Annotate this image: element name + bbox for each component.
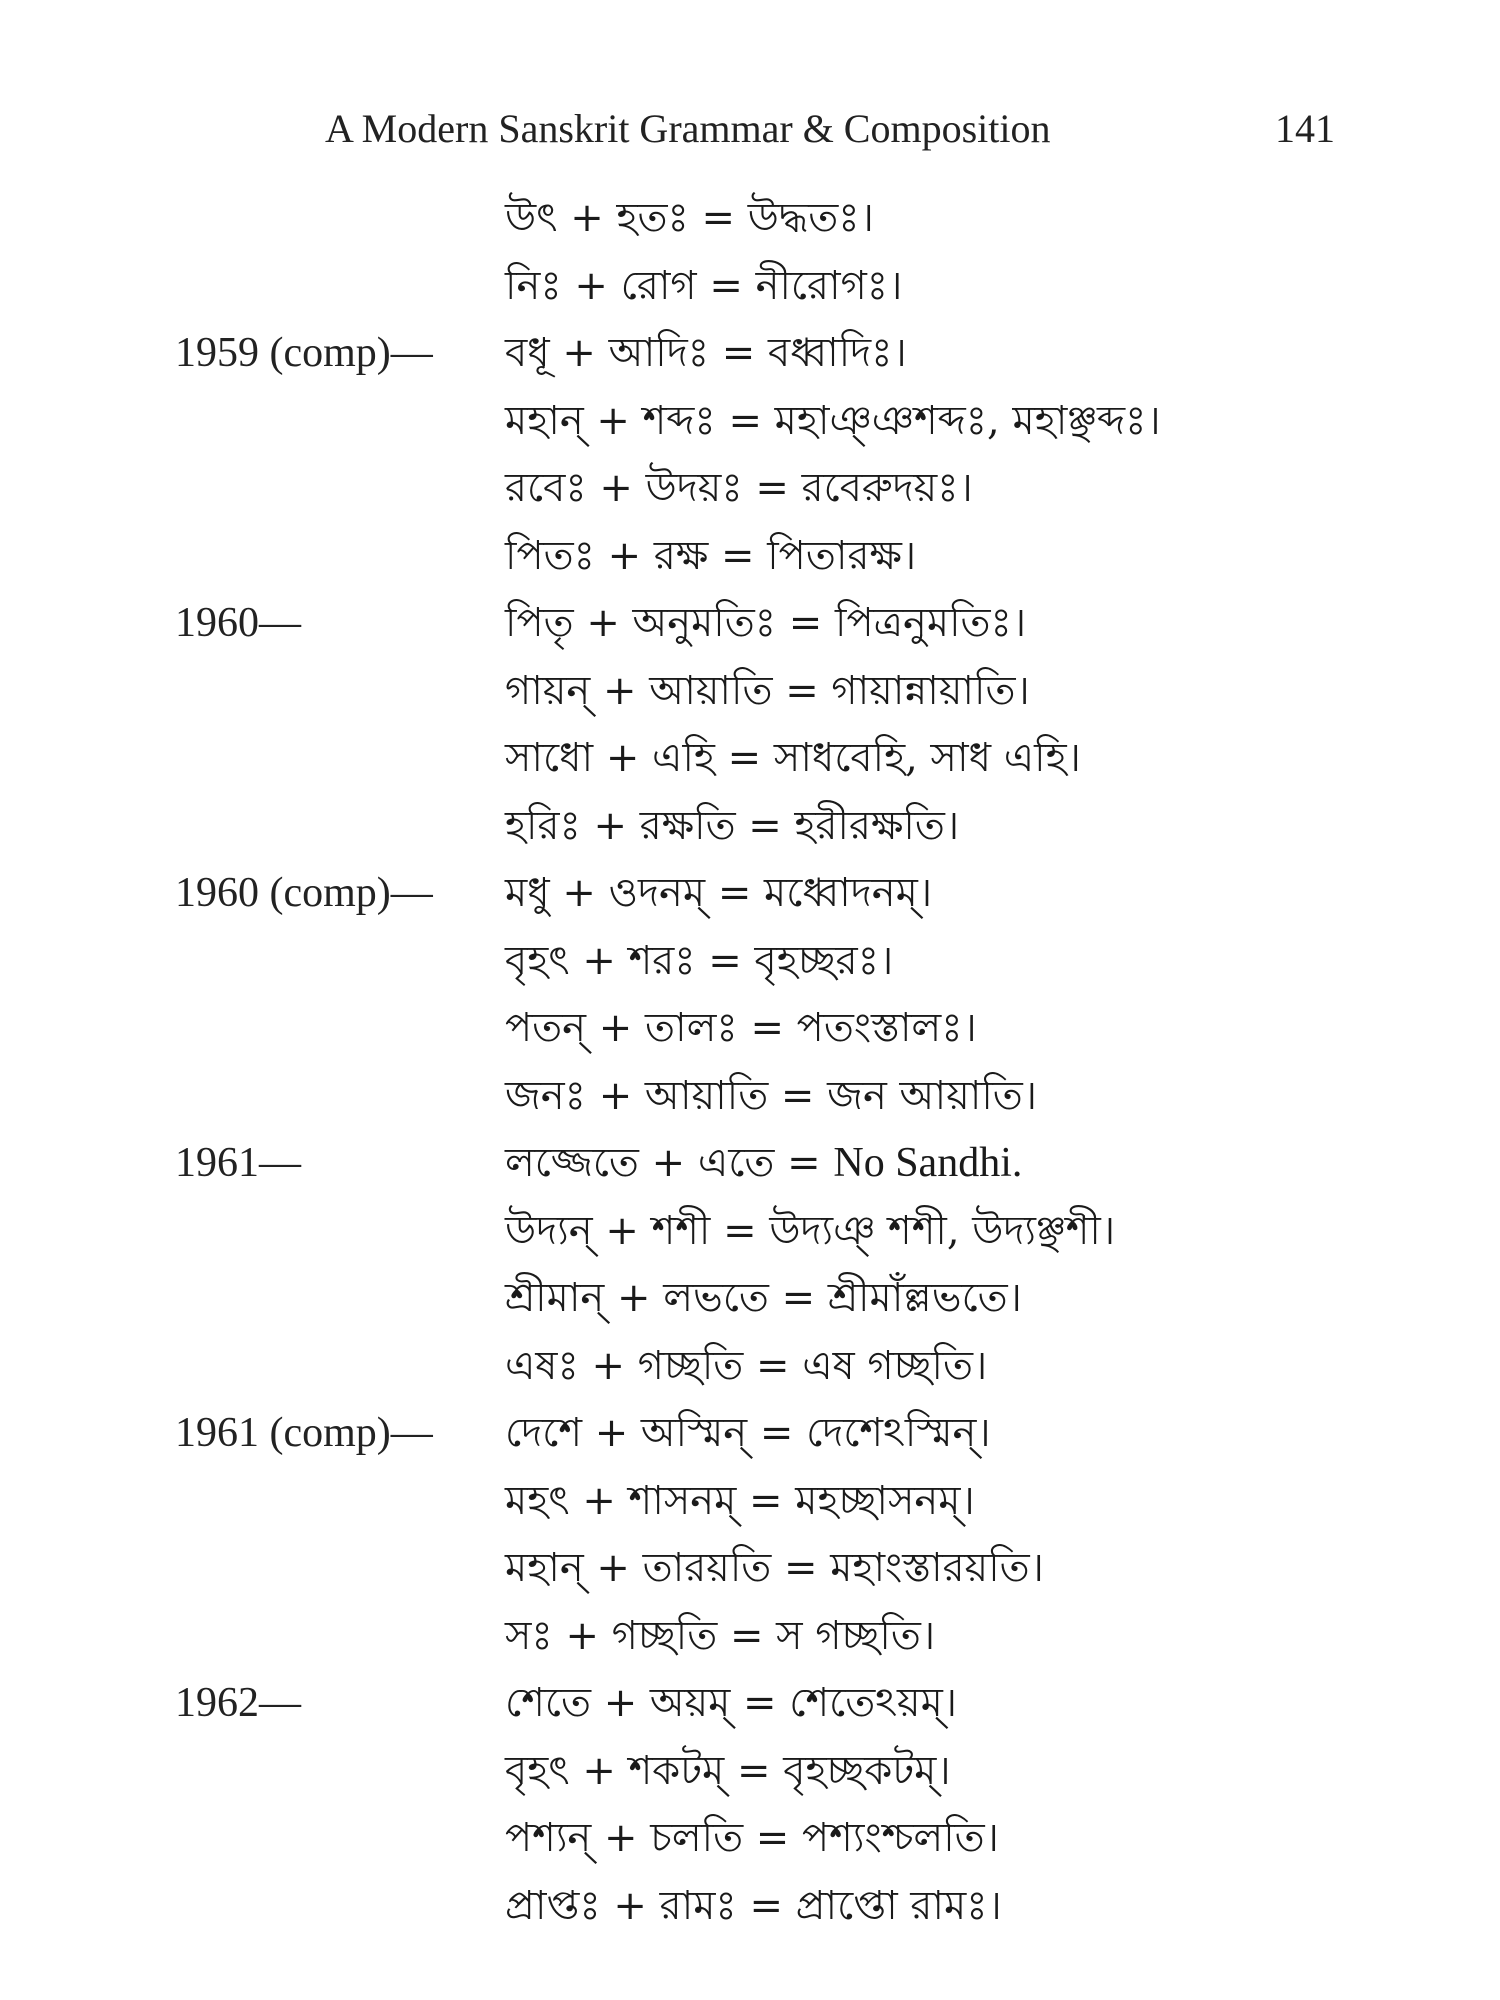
sandhi-line: মধু + ওদনম্‌ = মধ্বোদনম্‌। bbox=[505, 870, 933, 916]
sandhi-line: জনঃ + আয়াতি = জন আয়াতি। bbox=[505, 1072, 1038, 1119]
sandhi-line: শ্রীমান্‌ + লভতে = শ্রীমাঁল্লভতে। bbox=[505, 1275, 1022, 1321]
sandhi-line: এষঃ + গচ্ছতি = এষ গচ্ছতি। bbox=[505, 1342, 988, 1389]
year-label: 1962— bbox=[175, 1680, 301, 1726]
example-group bbox=[175, 590, 1335, 860]
sandhi-line: রবেঃ + উদয়ঃ = রবেরুদয়ঃ। bbox=[505, 465, 973, 511]
sandhi-line: বধূ + আদিঃ = বধ্বাদিঃ। bbox=[505, 330, 907, 376]
year-label: 1960— bbox=[175, 600, 301, 646]
sandhi-line: পশ্যন্‌ + চলতি = পশ্যংশ্চলতি। bbox=[505, 1815, 999, 1861]
running-head bbox=[325, 98, 1335, 158]
example-group bbox=[175, 1400, 1335, 1670]
sandhi-line: সাধো + এহি = সাধবেহি, সাধ এহি। bbox=[505, 735, 1081, 781]
sandhi-line: মহান্‌ + তারয়তি = মহাংস্তারয়তি। bbox=[505, 1545, 1044, 1591]
no-sandhi-note: No Sandhi. bbox=[833, 1140, 1023, 1186]
example-group bbox=[175, 1130, 1335, 1400]
example-group bbox=[175, 860, 1335, 1130]
sandhi-line: উদ্যন্‌ + শশী = উদ্যঞ্‌ শশী, উদ্যঞ্ছশী। bbox=[505, 1207, 1116, 1254]
sandhi-line: পতন্‌ + তালঃ = পতংস্তালঃ। bbox=[505, 1005, 977, 1051]
sandhi-line: উৎ + হতঃ = উদ্ধতঃ। bbox=[505, 195, 874, 241]
sandhi-line bbox=[505, 1130, 1335, 1198]
sandhi-line: প্রাপ্তঃ + রামঃ = প্রাপ্তো রামঃ। bbox=[505, 1882, 1002, 1929]
running-title: A Modern Sanskrit Grammar & Composition bbox=[325, 105, 1051, 151]
sandhi-line: দেশে + অস্মিন্‌ = দেশেঽস্মিন্‌। bbox=[505, 1410, 991, 1456]
sandhi-line: মহৎ + শাসনম্‌ = মহচ্ছাসনম্‌। bbox=[505, 1477, 975, 1524]
sandhi-line: বৃহৎ + শরঃ = বৃহচ্ছরঃ। bbox=[505, 937, 894, 984]
sandhi-line: শেতে + অয়ম্‌ = শেতেঽয়ম্‌। bbox=[505, 1680, 958, 1726]
year-label: 1959 (comp)— bbox=[175, 330, 433, 376]
example-group bbox=[175, 1670, 1335, 1940]
sandhi-line: হরিঃ + রক্ষতি = হরীরক্ষতি। bbox=[505, 802, 960, 849]
sandhi-examples bbox=[175, 185, 1335, 1940]
year-label: 1961 (comp)— bbox=[175, 1410, 433, 1456]
example-group bbox=[175, 185, 1335, 320]
page-number: 141 bbox=[1275, 105, 1335, 151]
sandhi-line: সঃ + গচ্ছতি = স গচ্ছতি। bbox=[505, 1612, 936, 1659]
sandhi-line: নিঃ + রোগ = নীরোগঃ। bbox=[505, 262, 903, 309]
sandhi-line: মহান্‌ + শব্দঃ = মহাঞ্ঞশব্দঃ, মহাঞ্ছব্দঃ। bbox=[505, 397, 1161, 444]
example-group bbox=[175, 320, 1335, 590]
sandhi-line: বৃহৎ + শকটম্‌ = বৃহচ্ছকটম্‌। bbox=[505, 1747, 951, 1794]
sandhi-line: পিতৃ + অনুমতিঃ = পিত্রনুমতিঃ। bbox=[505, 600, 1027, 646]
sandhi-line: গায়ন্‌ + আয়াতি = গায়ান্নায়াতি। bbox=[505, 667, 1030, 714]
sandhi-line-bengali: লজ্জেতে + এতে = bbox=[505, 1140, 834, 1186]
year-label: 1961— bbox=[175, 1140, 301, 1186]
sandhi-line: পিতঃ + রক্ষ = পিতারক্ষ। bbox=[505, 532, 917, 579]
year-label: 1960 (comp)— bbox=[175, 870, 433, 916]
